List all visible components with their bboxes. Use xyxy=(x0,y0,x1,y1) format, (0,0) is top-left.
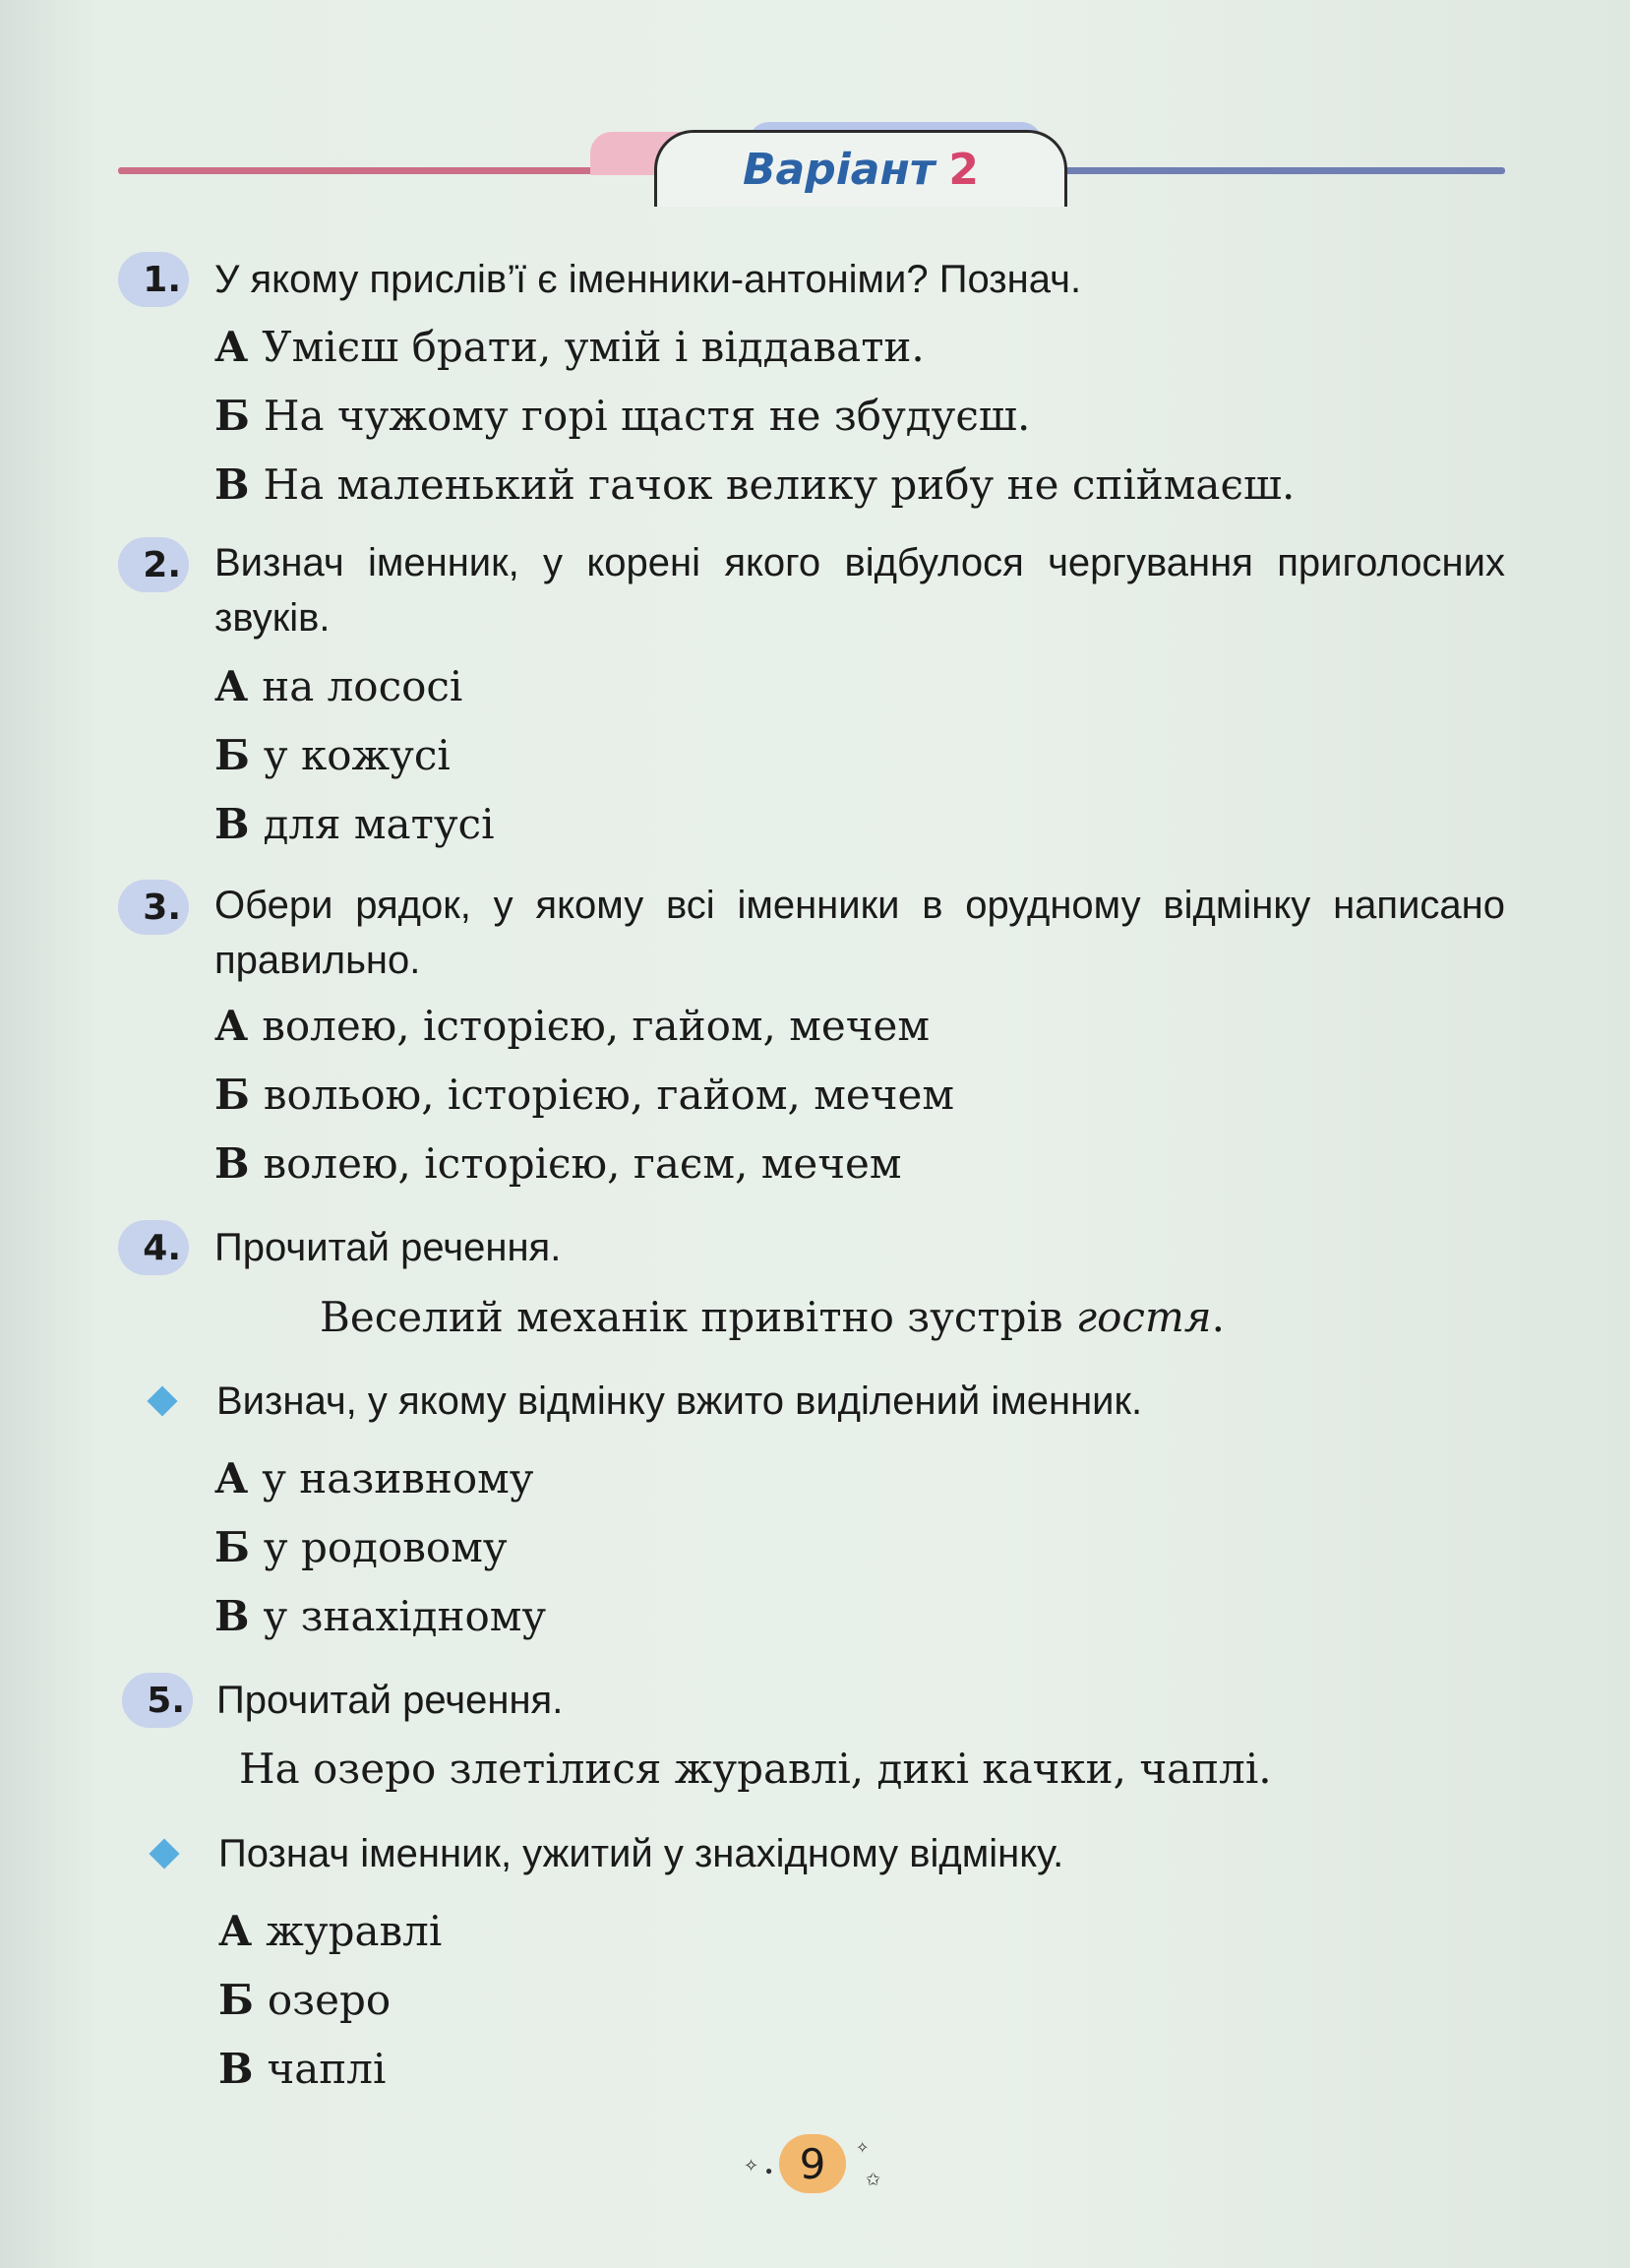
option-text: вольою, історією, гайом, мечем xyxy=(263,1071,955,1119)
option-text: на лососі xyxy=(262,662,463,710)
question-text: У якому прислів’ї є іменники-антоніми? Познач. xyxy=(214,258,1082,301)
answer-option[interactable] xyxy=(214,797,495,852)
answer-option[interactable] xyxy=(218,2042,386,2097)
star-icon: ✩ xyxy=(866,2170,881,2189)
answer-option[interactable] xyxy=(218,1904,442,1959)
option-text: журавлі xyxy=(266,1907,443,1955)
task-text: Познач іменник, ужитий у знахідному відмінку. xyxy=(218,1832,1064,1875)
option-letter: А xyxy=(214,662,249,710)
option-letter: Б xyxy=(218,1976,254,2024)
answer-option[interactable] xyxy=(214,1068,954,1123)
answer-option[interactable] xyxy=(214,728,451,783)
option-text: чаплі xyxy=(267,2045,387,2093)
option-letter: А xyxy=(214,1002,249,1050)
reading-sentence xyxy=(320,1290,1225,1345)
option-letter: А xyxy=(214,1454,249,1502)
variant-header xyxy=(118,116,1505,205)
option-letter: В xyxy=(214,460,250,509)
option-text: у кожусі xyxy=(263,731,451,779)
option-text: озеро xyxy=(267,1976,392,2024)
option-text: волею, історією, гаєм, мечем xyxy=(263,1139,902,1188)
sentence-text: Веселий механік привітно зустрів xyxy=(320,1293,1076,1341)
option-letter: В xyxy=(214,1592,250,1640)
page-number: 9 xyxy=(779,2134,846,2193)
option-text: волею, історією, гайом, мечем xyxy=(262,1002,931,1050)
option-letter: В xyxy=(218,2045,254,2093)
answer-option[interactable] xyxy=(214,659,462,714)
answer-option[interactable] xyxy=(214,1520,508,1575)
option-letter: А xyxy=(218,1907,253,1955)
header-line-left xyxy=(118,167,669,174)
answer-option[interactable] xyxy=(218,1973,391,2028)
question-number-badge: 1. xyxy=(118,252,189,307)
sparkle-icon: ✧ xyxy=(856,2140,870,2157)
variant-number: 2 xyxy=(948,145,980,195)
question-text: Обери рядок, у якому всі іменники в орудному відмінку написано правильно. xyxy=(214,884,1505,982)
question-text: Прочитай речення. xyxy=(214,1226,562,1269)
option-letter: Б xyxy=(214,1523,250,1571)
question-text: Визнач іменник, у корені якого відбулося чергування приголосних звуків. xyxy=(214,541,1505,640)
question-number-badge: 5. xyxy=(122,1673,193,1728)
option-text: у родовому xyxy=(263,1523,508,1571)
option-letter: Б xyxy=(214,731,250,779)
answer-option[interactable] xyxy=(214,458,1295,513)
variant-title: Варіант xyxy=(742,145,936,195)
answer-option[interactable] xyxy=(214,999,930,1054)
sparkle-icon: ✧ xyxy=(744,2156,759,2176)
answer-option[interactable] xyxy=(214,1136,902,1192)
answer-option[interactable] xyxy=(214,389,1030,444)
header-title-pill xyxy=(654,130,1067,207)
option-text: Умієш брати, умій і віддавати. xyxy=(262,323,925,371)
question-text: Прочитай речення. xyxy=(216,1679,564,1722)
option-text: На маленький гачок велику рибу не спіймаєш. xyxy=(263,460,1296,509)
page-number-area xyxy=(740,2130,887,2199)
dot-icon: ● xyxy=(765,2164,773,2177)
option-text: На чужому горі щастя не збудуєш. xyxy=(263,392,1031,440)
reading-sentence: На озеро злетілися журавлі, дикі качки, чаплі. xyxy=(239,1745,1272,1793)
option-letter: В xyxy=(214,1139,250,1188)
option-letter: А xyxy=(214,323,249,371)
task-text: Визнач, у якому відмінку вжито виділений іменник. xyxy=(216,1379,1143,1423)
option-text: у називному xyxy=(262,1454,534,1502)
question-number-badge: 2. xyxy=(118,537,189,592)
option-text: у знахідному xyxy=(263,1592,547,1640)
option-letter: Б xyxy=(214,392,250,440)
answer-option[interactable] xyxy=(214,320,925,375)
option-letter: В xyxy=(214,800,250,848)
option-text: для матусі xyxy=(263,800,495,848)
sentence-end: . xyxy=(1211,1293,1225,1341)
question-number-badge: 3. xyxy=(118,880,189,935)
highlighted-noun: гостя xyxy=(1075,1293,1212,1341)
question-number-badge: 4. xyxy=(118,1220,189,1275)
answer-option[interactable] xyxy=(214,1451,534,1506)
option-letter: Б xyxy=(214,1071,250,1119)
answer-option[interactable] xyxy=(214,1589,546,1644)
